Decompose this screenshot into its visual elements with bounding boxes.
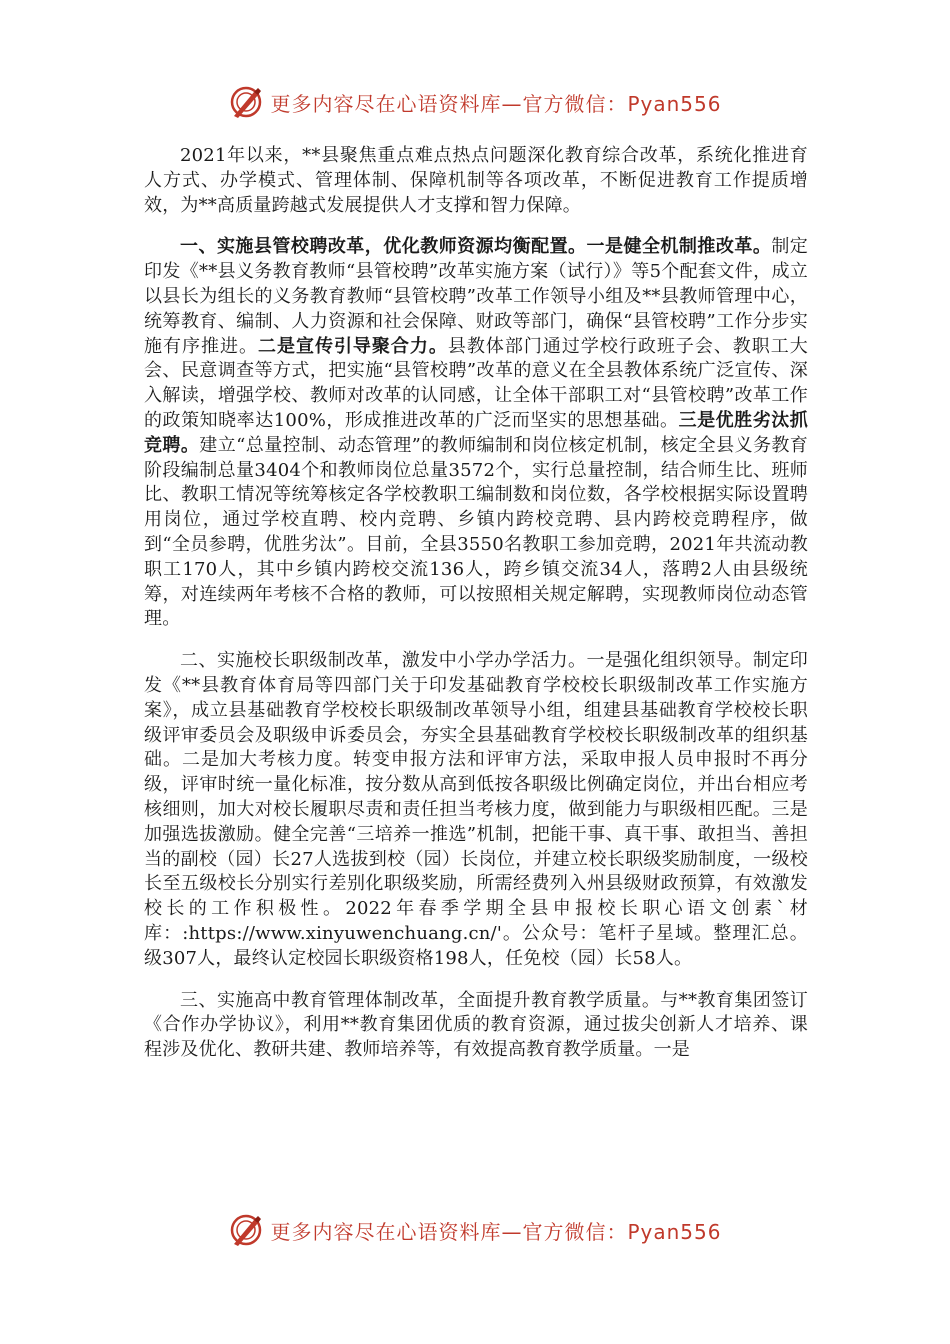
section-1-subheading-3: 三是优胜劣汰抓竞聘。: [144, 409, 808, 456]
section-1-paragraph: [144, 235, 808, 632]
section-3-paragraph: 三、实施高中教育管理体制改革，全面提升教育教学质量。与**教育集团签订《合作办学协议》，利用**教育集团优质的教育资源，通过拔尖创新人才培养、课程涉及优化、教研共建、教师培养等，有效提高教育教学质量。一是: [144, 989, 808, 1061]
intro-paragraph: 2021年以来，**县聚焦重点难点热点问题深化教育综合改革，系统化推进育人方式、办学模式、管理体制、保障机制等各项改革，不断促进教育工作提质增效，为**高质量跨越式发展提供人才支撑和智力保障。: [144, 145, 808, 216]
pen-logo-icon: [228, 84, 264, 120]
footer-banner: [0, 1210, 950, 1250]
section-1-subheading-2: 二是宣传引导聚合力。: [257, 335, 448, 357]
pen-logo-icon: [228, 1212, 264, 1248]
section-1-heading: 一、实施县管校聘改革，优化教师资源均衡配置。一是健全机制推改革。: [180, 236, 772, 258]
footer-banner-text: 更多内容尽在心语资料库—官方微信：Pyan556: [270, 1219, 722, 1244]
section-1-text-1: 制定印发《**县义务教育教师“县管校聘”改革实施方案（试行）》等5个配套文件，成立以县长为组长的义务教育教师“县管校聘”改革工作领导小组及**县教师管理中心，统筹教育、编制、人力资源和社会保障、财政等部门，确保“县管校聘”工作分步实施有序推进。: [144, 236, 808, 357]
section-1-text-3: 建立“总量控制、动态管理”的教师编制和岗位核定机制，核定全县义务教育阶段编制总量3404个和教师岗位总量3572个，实行总量控制，结合师生比、班师比、教职工情况等统筹核定各学校教职工编制数和岗位数，各学校根据实际设置聘用岗位，通过学校直聘、校内竞聘、乡镇内跨校竞聘、县内跨校竞聘程序，做到“全员参聘，优胜劣汰”。目前，全县3550名教职工参加竞聘，2021年共流动教职工170人，其中乡镇内跨校交流136人，跨乡镇交流34人，落聘2人由县级统筹，对连续两年考核不合格的教师，可以按照相关规定解聘，实现教师岗位动态管理。: [144, 434, 809, 630]
header-banner: [0, 82, 950, 122]
section-2-paragraph: 二、实施校长职级制改革，激发中小学办学活力。一是强化组织领导。制定印发《**县教育体育局等四部门关于印发基础教育学校校长职级制改革工作实施方案》，成立县基础教育学校校长职级制改革领导小组，组建县基础教育学校校长职级评审委员会及职级申诉委员会，夯实全县基础教育学校校长职级制改革的组织基础。二是加大考核力度。转变申报方法和评审方法，采取申报人员申报时不再分级，评审时统一量化标准，按分数从高到低按各职级比例确定岗位，并出台相应考核细则，加大对校长履职尽责和责任担当考核力度，做到能力与职级相匹配。三是加强选拔激励。健全完善“三培养一推选”机制，把能干事、真干事、敢担当、善担当的副校（园）长27人选拔到校（园）长岗位，并建立校长职级奖励制度，一级校长至五级校长分别实行差别化职级奖励，所需经费列入州县级财政预算，有效激发校长的工作积极性。2022年春季学期全县申报校长职心语文创素`材库：:https://www.xinyuwenchuang.cn/'。公众号：笔杆子星域。整理汇总。级307人，最终认定校园长职级资格198人，任免校（园）长58人。: [144, 650, 808, 969]
header-banner-text: 更多内容尽在心语资料库—官方微信：Pyan556: [270, 91, 722, 116]
section-1-text-2: 县教体部门通过学校行政班子会、教职工大会、民意调查等方式，把实施“县管校聘”改革的意义在全县教体系统广泛宣传、深入解读，增强学校、教师对改革的认同感，让全体干部职工对“县管校聘”改革工作的政策知晓率达100%，形成推进改革的广泛而坚实的思想基础。: [144, 335, 808, 431]
document-body: [144, 144, 808, 1080]
